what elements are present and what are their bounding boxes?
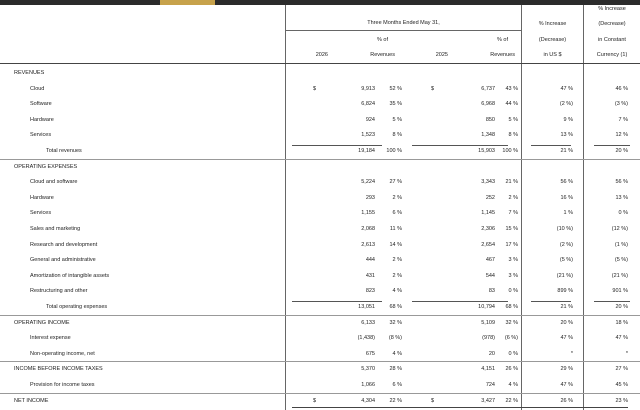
row-label: Restructuring and other bbox=[30, 288, 88, 295]
column-divider bbox=[521, 5, 522, 410]
change-constant-currency: 27 % bbox=[615, 366, 628, 373]
row-label: Services bbox=[30, 210, 52, 217]
change-constant-currency: * bbox=[625, 350, 628, 357]
pct-2025: 2 % bbox=[508, 194, 518, 201]
change-constant-currency: 46 % bbox=[615, 85, 628, 92]
top-bar bbox=[0, 0, 640, 5]
column-divider bbox=[583, 5, 584, 410]
row-label: Research and development bbox=[30, 241, 98, 248]
value-2025: 4,151 bbox=[481, 366, 495, 373]
currency-sign: $ bbox=[431, 85, 435, 92]
change-constant-currency: 12 % bbox=[615, 132, 628, 139]
currency-sign: $ bbox=[313, 85, 317, 92]
section-label: OPERATING INCOME bbox=[14, 319, 70, 326]
row-label: Software bbox=[30, 101, 52, 108]
pct-2025: 3 % bbox=[508, 272, 518, 279]
change-us: (2 %) bbox=[559, 101, 573, 108]
change-constant-currency: 13 % bbox=[615, 194, 628, 201]
row-label: Sales and marketing bbox=[30, 226, 81, 232]
value-2025: 252 bbox=[485, 194, 495, 201]
header-bottom-rule bbox=[0, 63, 640, 64]
row-label: Total operating expenses bbox=[46, 304, 108, 310]
row-label: Hardware bbox=[30, 116, 54, 123]
value-2025: 20 bbox=[488, 350, 495, 357]
change-constant-currency: (5 %) bbox=[614, 257, 628, 264]
change-us: (21 %) bbox=[556, 272, 573, 279]
value-2025: 3,427 bbox=[481, 397, 495, 404]
subtotal-rule bbox=[531, 145, 571, 146]
value-2025: 2,306 bbox=[481, 226, 495, 232]
header-decrease-us: (Decrease) bbox=[538, 37, 567, 43]
change-constant-currency: 56 % bbox=[615, 179, 628, 186]
header-revenues-2026: Revenues bbox=[370, 52, 395, 58]
change-us: (10 %) bbox=[556, 226, 573, 232]
row-label: Interest expense bbox=[30, 335, 71, 342]
bottom-rule bbox=[292, 407, 628, 408]
value-2025: (978) bbox=[482, 335, 495, 342]
pct-2025: 68 % bbox=[505, 304, 518, 310]
value-2026: 4,304 bbox=[361, 397, 375, 404]
header-year-2025: 2025 bbox=[435, 52, 448, 58]
pct-2025: 21 % bbox=[505, 179, 518, 186]
value-2026: 5,370 bbox=[361, 366, 375, 373]
value-2026: 1,155 bbox=[361, 210, 375, 217]
change-constant-currency: (21 %) bbox=[611, 272, 628, 279]
value-2025: 1,348 bbox=[481, 132, 495, 139]
change-us: 47 % bbox=[560, 85, 573, 92]
change-us: 9 % bbox=[563, 116, 573, 123]
value-2025: 1,145 bbox=[481, 210, 495, 217]
header-decrease-cc: (Decrease) bbox=[598, 21, 626, 27]
header-in-us: in US $ bbox=[543, 52, 562, 58]
change-us: 56 % bbox=[560, 179, 573, 186]
pct-2026: 11 % bbox=[389, 226, 402, 232]
header-pct-increase-us: % Increase bbox=[538, 21, 567, 27]
subtotal-rule bbox=[412, 145, 508, 146]
header-rule bbox=[286, 30, 521, 31]
pct-2025: (6 %) bbox=[504, 335, 518, 342]
pct-2026: 8 % bbox=[392, 132, 402, 139]
subtotal-rule bbox=[292, 145, 382, 146]
row-label: Hardware bbox=[30, 194, 54, 201]
pct-2026: 28 % bbox=[389, 366, 402, 373]
change-constant-currency: 45 % bbox=[615, 382, 628, 388]
section-label: REVENUES bbox=[14, 70, 45, 76]
pct-2026: 6 % bbox=[392, 210, 402, 217]
top-bar-accent bbox=[160, 0, 215, 5]
value-2026: 293 bbox=[365, 194, 375, 201]
value-2026: 5,224 bbox=[361, 179, 375, 186]
row-label: Amortization of intangible assets bbox=[30, 272, 110, 279]
section-label: NET INCOME bbox=[14, 397, 49, 404]
value-2025: 6,968 bbox=[481, 101, 495, 108]
value-2026: 6,824 bbox=[361, 101, 375, 108]
row-label: Cloud and software bbox=[30, 179, 78, 186]
value-2025: 3,343 bbox=[481, 179, 495, 186]
change-constant-currency: 20 % bbox=[615, 304, 628, 310]
pct-2025: 44 % bbox=[505, 101, 518, 108]
section-rule bbox=[0, 315, 640, 316]
pct-2025: 0 % bbox=[508, 288, 518, 295]
change-constant-currency: 20 % bbox=[615, 148, 628, 154]
subtotal-rule bbox=[292, 301, 382, 302]
change-us: 16 % bbox=[560, 194, 573, 201]
pct-2026: 2 % bbox=[392, 257, 402, 264]
value-2025: 544 bbox=[485, 272, 495, 279]
pct-2026: 22 % bbox=[389, 397, 402, 404]
subtotal-rule bbox=[531, 301, 571, 302]
pct-2026: 68 % bbox=[389, 304, 402, 310]
pct-2026: 2 % bbox=[392, 272, 402, 279]
value-2026: 1,066 bbox=[361, 382, 375, 388]
row-label: Cloud bbox=[30, 85, 45, 92]
change-constant-currency: (3 %) bbox=[614, 101, 628, 108]
pct-2025: 22 % bbox=[505, 397, 518, 404]
pct-2026: 100 % bbox=[386, 148, 402, 154]
value-2026: 9,913 bbox=[361, 85, 375, 92]
header-currency: Currency (1) bbox=[596, 52, 628, 58]
pct-2025: 4 % bbox=[508, 382, 518, 388]
change-constant-currency: (12 %) bbox=[611, 226, 628, 232]
value-2026: 444 bbox=[365, 257, 375, 264]
value-2026: 19,184 bbox=[358, 148, 375, 154]
pct-2025: 5 % bbox=[508, 116, 518, 123]
change-us: * bbox=[570, 350, 573, 357]
header-pct-of-2025: % of bbox=[496, 37, 508, 43]
section-label: INCOME BEFORE INCOME TAXES bbox=[14, 366, 103, 373]
change-us: 29 % bbox=[560, 366, 573, 373]
change-constant-currency: 7 % bbox=[618, 116, 628, 123]
change-us: 899 % bbox=[557, 288, 573, 295]
change-us: 21 % bbox=[560, 148, 573, 154]
pct-2026: 4 % bbox=[392, 288, 402, 295]
value-2026: 6,133 bbox=[361, 319, 375, 326]
header-in-constant: in Constant bbox=[598, 37, 626, 43]
pct-2025: 8 % bbox=[508, 132, 518, 139]
value-2025: 83 bbox=[488, 288, 495, 295]
pct-2025: 43 % bbox=[505, 85, 518, 92]
value-2026: 1,523 bbox=[361, 132, 375, 139]
pct-2025: 32 % bbox=[505, 319, 518, 326]
value-2025: 10,794 bbox=[478, 304, 495, 310]
value-2026: 431 bbox=[365, 272, 375, 279]
subtotal-rule bbox=[594, 145, 630, 146]
pct-2026: 2 % bbox=[392, 194, 402, 201]
change-constant-currency: 47 % bbox=[615, 335, 628, 342]
pct-2026: 6 % bbox=[392, 382, 402, 388]
currency-sign: $ bbox=[431, 397, 435, 404]
value-2025: 467 bbox=[485, 257, 495, 264]
value-2026: 2,068 bbox=[361, 226, 375, 232]
pct-2025: 3 % bbox=[508, 257, 518, 264]
value-2025: 724 bbox=[485, 382, 495, 388]
header-revenues-2025: Revenues bbox=[490, 52, 515, 58]
pct-2026: (8 %) bbox=[388, 335, 402, 342]
row-label: Total revenues bbox=[46, 148, 82, 154]
change-constant-currency: 23 % bbox=[615, 397, 628, 404]
pct-2026: 14 % bbox=[389, 241, 402, 248]
value-2025: 6,737 bbox=[481, 85, 495, 92]
column-divider bbox=[285, 5, 286, 410]
value-2026: 924 bbox=[365, 116, 375, 123]
pct-2025: 0 % bbox=[508, 350, 518, 357]
value-2025: 2,654 bbox=[481, 241, 495, 248]
change-constant-currency: 18 % bbox=[615, 319, 628, 326]
change-us: 1 % bbox=[563, 210, 573, 217]
value-2026: 675 bbox=[365, 350, 375, 357]
row-label: Provision for income taxes bbox=[30, 382, 95, 388]
value-2026: 823 bbox=[365, 288, 375, 295]
row-label: General and administrative bbox=[30, 257, 96, 264]
subtotal-rule bbox=[594, 301, 630, 302]
change-us: (2 %) bbox=[559, 241, 573, 248]
row-label: Non-operating income, net bbox=[30, 350, 95, 357]
header-period: Three Months Ended May 31, bbox=[367, 20, 440, 26]
section-rule bbox=[0, 393, 640, 394]
pct-2026: 35 % bbox=[389, 101, 402, 108]
change-us: 47 % bbox=[560, 335, 573, 342]
pct-2025: 7 % bbox=[508, 210, 518, 217]
value-2026: (1,438) bbox=[357, 335, 375, 342]
section-rule bbox=[0, 361, 640, 362]
row-label: Services bbox=[30, 132, 52, 139]
pct-2026: 32 % bbox=[389, 319, 402, 326]
pct-2026: 27 % bbox=[389, 179, 402, 186]
value-2026: 2,613 bbox=[361, 241, 375, 248]
change-constant-currency: (1 %) bbox=[614, 241, 628, 248]
section-label: OPERATING EXPENSES bbox=[14, 163, 78, 170]
change-us: 13 % bbox=[560, 132, 573, 139]
pct-2025: 26 % bbox=[505, 366, 518, 373]
pct-2026: 5 % bbox=[392, 116, 402, 123]
subtotal-rule bbox=[412, 301, 508, 302]
change-us: (5 %) bbox=[559, 257, 573, 264]
currency-sign: $ bbox=[313, 397, 317, 404]
value-2025: 5,109 bbox=[481, 319, 495, 326]
value-2025: 15,903 bbox=[478, 148, 495, 154]
header-pct-of-2026: % of bbox=[376, 37, 388, 43]
header-pct-increase-cc: % Increase bbox=[598, 6, 626, 12]
pct-2025: 15 % bbox=[505, 226, 518, 232]
pct-2025: 100 % bbox=[502, 148, 518, 154]
change-us: 20 % bbox=[560, 319, 573, 326]
header-year-2026: 2026 bbox=[315, 52, 328, 58]
change-us: 47 % bbox=[560, 382, 573, 388]
change-constant-currency: 901 % bbox=[612, 288, 628, 295]
section-rule bbox=[0, 159, 640, 160]
pct-2026: 52 % bbox=[389, 85, 402, 92]
change-us: 21 % bbox=[560, 304, 573, 310]
value-2025: 850 bbox=[485, 116, 495, 123]
pct-2026: 4 % bbox=[392, 350, 402, 357]
pct-2025: 17 % bbox=[505, 241, 518, 248]
change-us: 26 % bbox=[560, 397, 573, 404]
value-2026: 13,051 bbox=[358, 304, 375, 310]
change-constant-currency: 0 % bbox=[618, 210, 628, 217]
